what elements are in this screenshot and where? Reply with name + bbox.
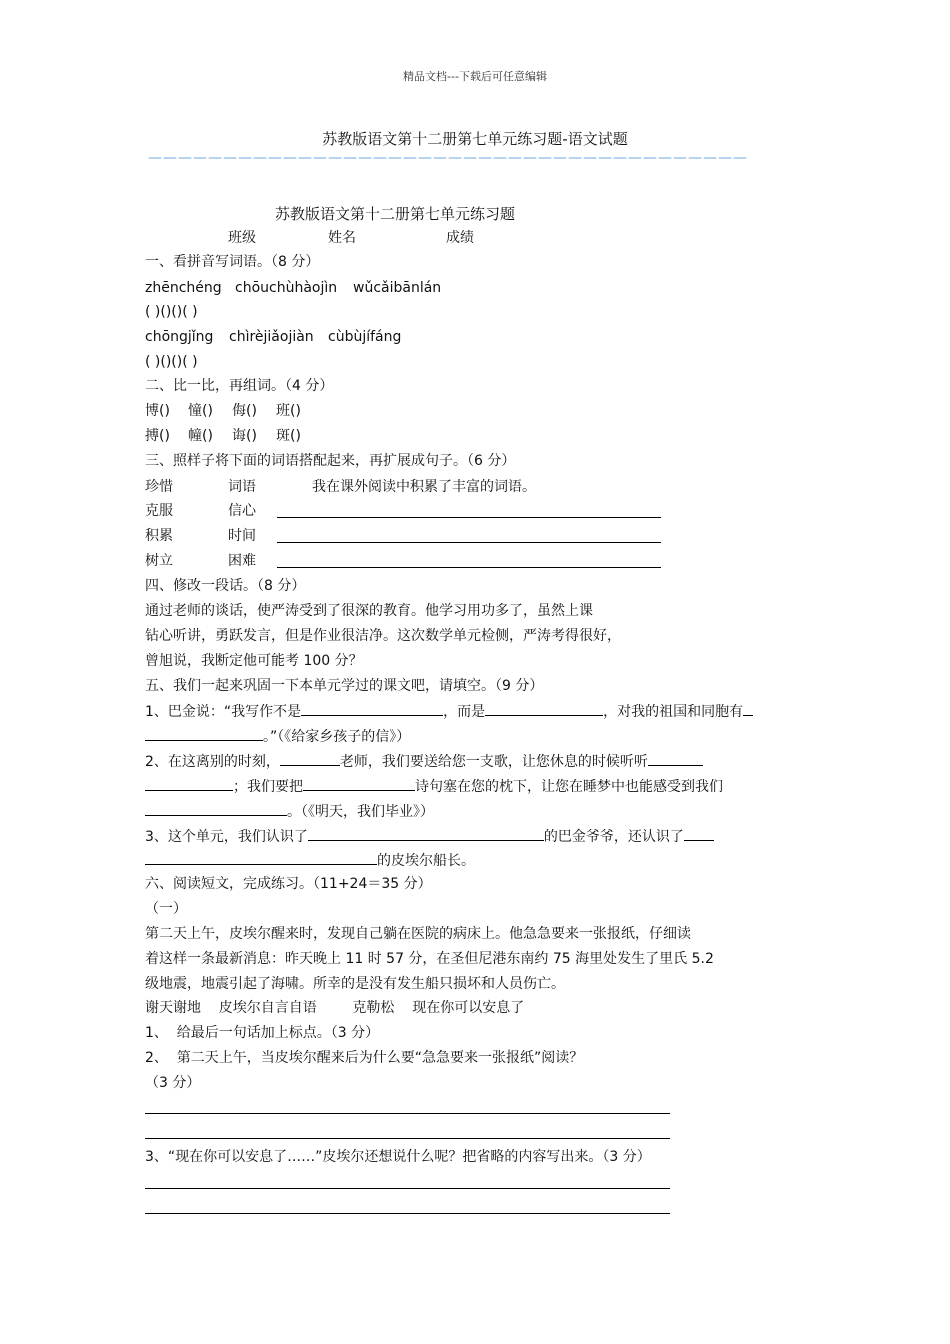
section-3-heading: 三、照样子将下面的词语搭配起来，再扩展成句子。（6 分） bbox=[145, 453, 516, 469]
char-item: 班() bbox=[276, 403, 301, 419]
fill-blank[interactable] bbox=[145, 726, 263, 741]
document-title: 苏教版语文第十二册第七单元练习题-语文试题 bbox=[322, 130, 628, 148]
question-text: 3、这个单元，我们认识了 bbox=[145, 829, 308, 845]
answer-blanks-2: ( )()()( ) bbox=[145, 354, 198, 370]
fill-blank[interactable] bbox=[145, 850, 377, 865]
word-a: 树立 bbox=[145, 553, 173, 569]
example-sentence: 我在课外阅读中积累了丰富的词语。 bbox=[312, 479, 536, 495]
word-a: 珍惜 bbox=[145, 479, 173, 495]
answer-line[interactable] bbox=[277, 567, 661, 568]
passage-line: 第二天上午，皮埃尔醒来时，发现自己躺在医院的病床上。他急急要来一张报纸，仔细读 bbox=[145, 926, 691, 942]
fill-blank[interactable] bbox=[145, 776, 233, 791]
passage-line: 着这样一条最新消息：昨天晚上 11 时 57 分，在圣但尼港东南约 75 海里处发生了里氏 5.2 bbox=[145, 951, 714, 967]
pinyin-1: zhēnchéng bbox=[145, 280, 222, 296]
pinyin-4: chōngjǐng bbox=[145, 329, 214, 345]
section-4-heading: 四、修改一段话。（8 分） bbox=[145, 578, 306, 594]
char-item: 搏() bbox=[145, 428, 170, 444]
fill-blank[interactable] bbox=[648, 751, 703, 766]
paragraph-line: 曾旭说，我断定他可能考 100 分？ bbox=[145, 653, 363, 669]
question-text: ；我们要把 bbox=[233, 779, 303, 795]
page-header: 精品文档---下载后可任意编辑 bbox=[403, 70, 547, 83]
fill-blank[interactable] bbox=[301, 701, 443, 716]
answer-line[interactable] bbox=[145, 1138, 670, 1139]
word-a: 克服 bbox=[145, 503, 173, 519]
section-2-heading: 二、比一比，再组词。（4 分） bbox=[145, 378, 334, 394]
question-text: 的巴金爷爷，还认识了 bbox=[543, 829, 684, 845]
section-1-heading: 一、看拼音写词语。（8 分） bbox=[145, 254, 320, 270]
pinyin-2: chōuchùhàojìn bbox=[235, 280, 338, 296]
section-6-heading: 六、阅读短文，完成练习。（11+24＝35 分） bbox=[145, 876, 432, 892]
fill-blank[interactable] bbox=[303, 776, 415, 791]
question-5-2 bbox=[145, 751, 703, 771]
question-text: 。（《明天，我们毕业》） bbox=[287, 804, 434, 820]
pinyin-3: wǔcǎibānlán bbox=[353, 280, 442, 296]
char-item: 诲() bbox=[232, 428, 257, 444]
answer-blanks-1: ( )()()( ) bbox=[145, 304, 198, 320]
answer-line[interactable] bbox=[145, 1188, 670, 1189]
name-label: 姓名 bbox=[328, 230, 356, 246]
paragraph-line: 通过老师的谈话，使严涛受到了很深的教育。他学习用功多了，虽然上课 bbox=[145, 603, 593, 619]
question-5-3-cont bbox=[145, 850, 475, 870]
score-label: 成绩 bbox=[446, 230, 474, 246]
paragraph-line: 钻心听讲，勇跃发言，但是作业很洁净。这次数学单元检侧，严涛考得很好， bbox=[145, 628, 621, 644]
char-item: 侮() bbox=[232, 403, 257, 419]
answer-line[interactable] bbox=[145, 1113, 670, 1114]
char-item: 斑() bbox=[276, 428, 301, 444]
question-text: 的皮埃尔船长。 bbox=[377, 853, 475, 869]
fill-blank[interactable] bbox=[308, 826, 544, 841]
question-text: 1、巴金说：“我写作不是 bbox=[145, 704, 302, 720]
question-text: 诗句塞在您的枕下，让您在睡梦中也能感受到我们 bbox=[415, 779, 723, 795]
word-a: 积累 bbox=[145, 528, 173, 544]
question-text: 老师，我们要送给您一支歌，让您休息的时候听听 bbox=[339, 754, 648, 770]
pinyin-5: chìrèjiǎojiàn bbox=[229, 329, 314, 345]
question-5-2-end bbox=[145, 801, 434, 821]
question-6-3: 3、“现在你可以安息了……”皮埃尔还想说什么呢？把省略的内容写出来。（3 分） bbox=[145, 1149, 651, 1165]
class-label: 班级 bbox=[228, 230, 256, 246]
passage-line: 级地震，地震引起了海啸。所幸的是没有发生船只损坏和人员伤亡。 bbox=[145, 976, 565, 992]
question-text: ，而是 bbox=[443, 704, 486, 720]
question-5-1-cont bbox=[145, 726, 410, 746]
word-b: 时间 bbox=[228, 528, 256, 544]
word-b: 信心 bbox=[228, 503, 256, 519]
char-item: 幢() bbox=[188, 428, 213, 444]
question-5-2-cont bbox=[145, 776, 723, 796]
question-6-1: 1、 给最后一句话加上标点。（3 分） bbox=[145, 1025, 380, 1041]
fill-blank[interactable] bbox=[684, 826, 714, 841]
fill-blank[interactable] bbox=[280, 751, 340, 766]
question-6-2-score: （3 分） bbox=[145, 1075, 201, 1091]
fill-blank[interactable] bbox=[145, 801, 287, 816]
part-label: （一） bbox=[145, 901, 187, 917]
answer-line[interactable] bbox=[277, 517, 661, 518]
question-text: 2、在这离别的时刻， bbox=[145, 754, 280, 770]
question-5-1 bbox=[145, 701, 753, 721]
question-5-3 bbox=[145, 826, 714, 846]
fill-blank[interactable] bbox=[485, 701, 603, 716]
section-5-heading: 五、我们一起来巩固一下本单元学过的课文吧，请填空。（9 分） bbox=[145, 678, 544, 694]
fill-blank[interactable] bbox=[743, 701, 753, 716]
answer-line[interactable] bbox=[145, 1213, 670, 1214]
question-6-2: 2、 第二天上午，当皮埃尔醒来后为什么要“急急要来一张报纸”阅读？ bbox=[145, 1050, 584, 1066]
title-divider: ———————————————————————————————————————— bbox=[148, 150, 748, 166]
word-b: 词语 bbox=[228, 479, 256, 495]
passage-sentence: 谢天谢地 皮埃尔自言自语 克勒松 现在你可以安息了 bbox=[145, 1000, 525, 1016]
question-text: 。”（《给家乡孩子的信》） bbox=[263, 729, 411, 745]
char-item: 憧() bbox=[188, 403, 213, 419]
question-text: ，对我的祖国和同胞有 bbox=[603, 704, 744, 720]
char-item: 博() bbox=[145, 403, 170, 419]
pinyin-6: cùbùjífáng bbox=[328, 329, 402, 345]
exercise-title: 苏教版语文第十二册第七单元练习题 bbox=[275, 205, 516, 223]
answer-line[interactable] bbox=[277, 542, 661, 543]
word-b: 困难 bbox=[228, 553, 256, 569]
